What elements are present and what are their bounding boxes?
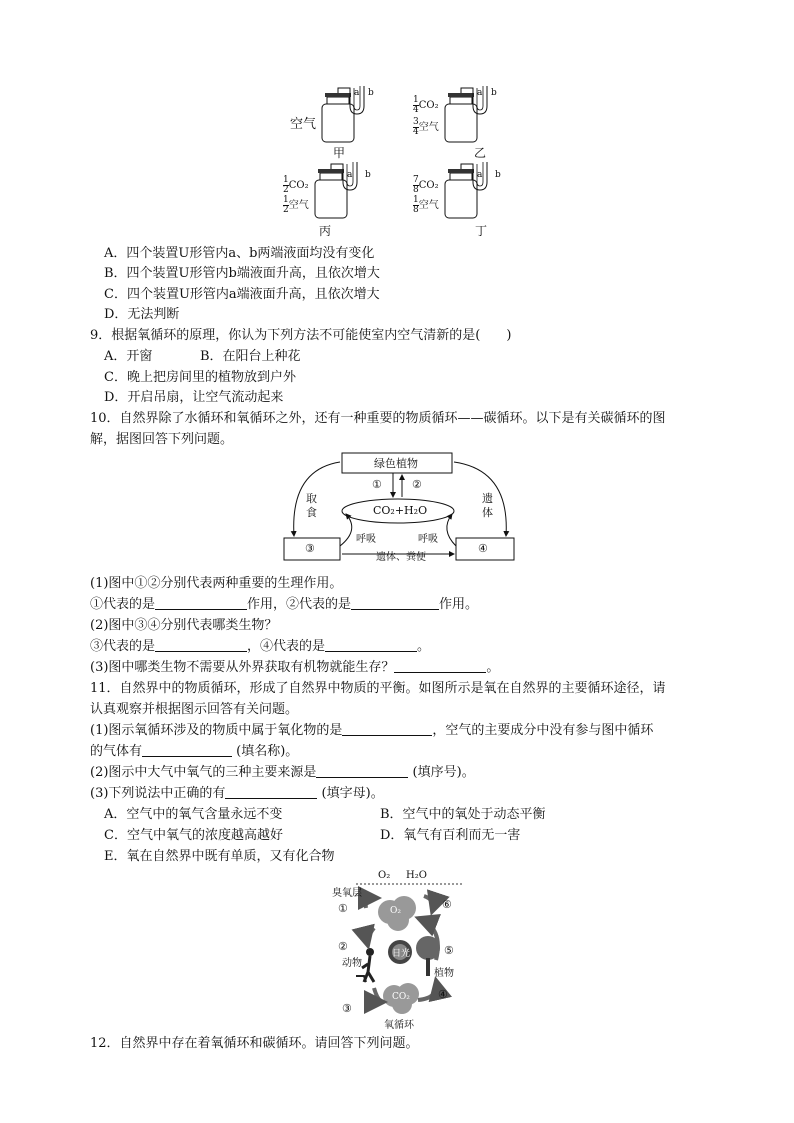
carbon-cycle-diagram: [280, 450, 520, 568]
q9-option-b: B．在阳台上种花: [200, 349, 301, 364]
answer-blank[interactable]: [342, 722, 432, 736]
q11-part-3: (3)下列说法中正确的有 (填字母)。: [90, 786, 384, 801]
h2o-top-label: H₂O: [406, 870, 427, 881]
q10-part-3: (3)图中哪类生物不需要从外界获取有机物就能生存？ 。: [90, 660, 500, 675]
bottle-bing: [313, 160, 373, 224]
waste-label: 遗体、粪便: [376, 552, 426, 563]
q11-stem-1: 11．自然界中的物质循环，形成了自然界中物质的平衡。如图所示是氧在自然界的主要循环途径，请: [90, 681, 666, 696]
q10-part-2: (2)图中③④分别代表哪类生物？: [90, 618, 278, 633]
path-2-label: ②: [338, 940, 348, 953]
ding-co2-label: $\frac{7}{8}$ CO₂: [413, 175, 439, 195]
yi-co2-label: $\frac{1}{4}$ CO₂: [413, 95, 439, 115]
q8-option-c: C．四个装置U形管内a端液面升高，且依次增大: [104, 287, 380, 302]
bottle-jia: [320, 84, 380, 148]
yi-label: 乙: [474, 146, 487, 160]
respiration-left-label: 呼吸: [356, 534, 376, 545]
end-b-label: b: [491, 88, 497, 98]
q9-option-a: A．开窗: [104, 349, 153, 364]
ding-label: 丁: [475, 224, 488, 238]
q11-option-a: A．空气中的氧气含量永远不变: [104, 807, 283, 822]
path-4-label: ④: [438, 988, 448, 1001]
q10-part-1: (1)图中①②分别代表两种重要的生理作用。: [90, 576, 343, 591]
bing-label: 丙: [319, 224, 332, 238]
end-b-label: b: [365, 170, 371, 180]
green-plant-box: 绿色植物: [374, 457, 418, 470]
answer-blank[interactable]: [394, 659, 486, 673]
o2-top-label: O₂: [378, 870, 391, 881]
bottle-yi: [443, 84, 503, 148]
ozone-layer-label: 臭氧层: [332, 888, 362, 899]
path-3-label: ③: [342, 1002, 352, 1015]
answer-blank[interactable]: [325, 638, 417, 652]
end-a-label: a: [477, 88, 483, 98]
answer-blank[interactable]: [155, 638, 247, 652]
sunlight-label: 日光: [392, 949, 411, 959]
q10-part-2-answer: ③代表的是 ，④代表的是 。: [90, 639, 431, 654]
q11-option-d: D．氧气有百利而无一害: [380, 828, 521, 843]
bing-co2-label: $\frac{1}{2}$ CO₂: [283, 175, 309, 195]
feeding-label-1: 取: [306, 492, 317, 505]
bing-air-label: $\frac{1}{2}$ 空气: [283, 195, 309, 215]
q11-option-b: B．空气中的氧处于动态平衡: [380, 807, 546, 822]
respiration-right-label: 呼吸: [418, 534, 438, 545]
feeding-label-2: 食: [306, 506, 317, 519]
bottle-ding: [443, 160, 503, 224]
q12-stem: 12．自然界中存在着氧循环和碳循环。请回答下列问题。: [90, 1036, 419, 1051]
path-6-label: ⑥: [442, 898, 452, 911]
organism-3-box: ③: [305, 542, 315, 555]
answer-blank[interactable]: [316, 764, 408, 778]
co2-h2o-ellipse: CO₂+H₂O: [373, 504, 428, 517]
ding-air-label: $\frac{1}{8}$ 空气: [413, 195, 439, 215]
q9-option-c: C．晚上把房间里的植物放到户外: [104, 370, 296, 385]
q8-option-b: B．四个装置U形管内b端液面升高，且依次增大: [104, 266, 380, 281]
q8-option-d: D．无法判断: [104, 307, 180, 322]
oxygen-cycle-caption: 氧循环: [384, 1020, 414, 1031]
oxygen-cycle-diagram: [328, 868, 468, 1031]
path-1-label: ①: [338, 902, 348, 915]
q11-part-2: (2)图示中大气中氧气的三种主要来源是 (填序号)。: [90, 765, 475, 780]
remains-label-2: 体: [482, 506, 493, 519]
q10-part-1-answer: ①代表的是 作用，②代表的是 作用。: [90, 597, 479, 612]
path-5-label: ⑤: [444, 944, 454, 957]
jia-label: 甲: [333, 146, 346, 160]
answer-blank[interactable]: [351, 596, 439, 610]
process-1-label: ①: [372, 478, 382, 491]
answer-blank[interactable]: [142, 743, 232, 757]
end-b-label: b: [495, 170, 501, 180]
bottle-ding-drawing: [443, 160, 503, 220]
remains-label-1: 遗: [482, 492, 493, 505]
q11-option-e: E．氧在自然界中既有单质，又有化合物: [104, 849, 335, 864]
q10-stem-1: 10．自然界除了水循环和氧循环之外，还有一种重要的物质循环——碳循环。以下是有关碳循环的图: [90, 411, 666, 426]
q10-stem-2: 解，据图回答下列问题。: [90, 432, 234, 447]
animal-label: 动物: [342, 958, 362, 969]
q11-option-c: C．空气中氧气的浓度越高越好: [104, 828, 283, 843]
q8-option-a: A．四个装置U形管内a、b两端液面均没有变化: [104, 246, 375, 261]
q11-part-1: (1)图示氧循环涉及的物质中属于氧化物的是 ，空气的主要成分中没有参与图中循环: [90, 723, 654, 738]
answer-blank[interactable]: [155, 596, 247, 610]
process-2-label: ②: [412, 478, 422, 491]
co2-center-label: CO₂: [392, 992, 410, 1002]
bottle-bing-drawing: [313, 160, 373, 220]
organism-4-box: ④: [478, 542, 488, 555]
end-b-label: b: [368, 88, 374, 98]
plant-label: 植物: [434, 968, 454, 979]
q9-option-d: D．开启吊扇，让空气流动起来: [104, 390, 284, 405]
q11-stem-2: 认真观察并根据图示回答有关问题。: [90, 702, 299, 717]
end-a-label: a: [477, 170, 483, 180]
answer-blank[interactable]: [225, 785, 317, 799]
jia-gas-label: 空气: [290, 117, 317, 132]
yi-air-label: $\frac{3}{4}$ 空气: [413, 117, 439, 137]
o2-center-label: O₂: [390, 906, 401, 916]
q9-stem: 9．根据氧循环的原理，你认为下列方法不可能使室内空气清新的是( ): [90, 328, 512, 343]
end-a-label: a: [354, 88, 360, 98]
q11-part-1-cont: 的气体有 (填名称)。: [90, 744, 299, 759]
end-a-label: a: [347, 170, 353, 180]
